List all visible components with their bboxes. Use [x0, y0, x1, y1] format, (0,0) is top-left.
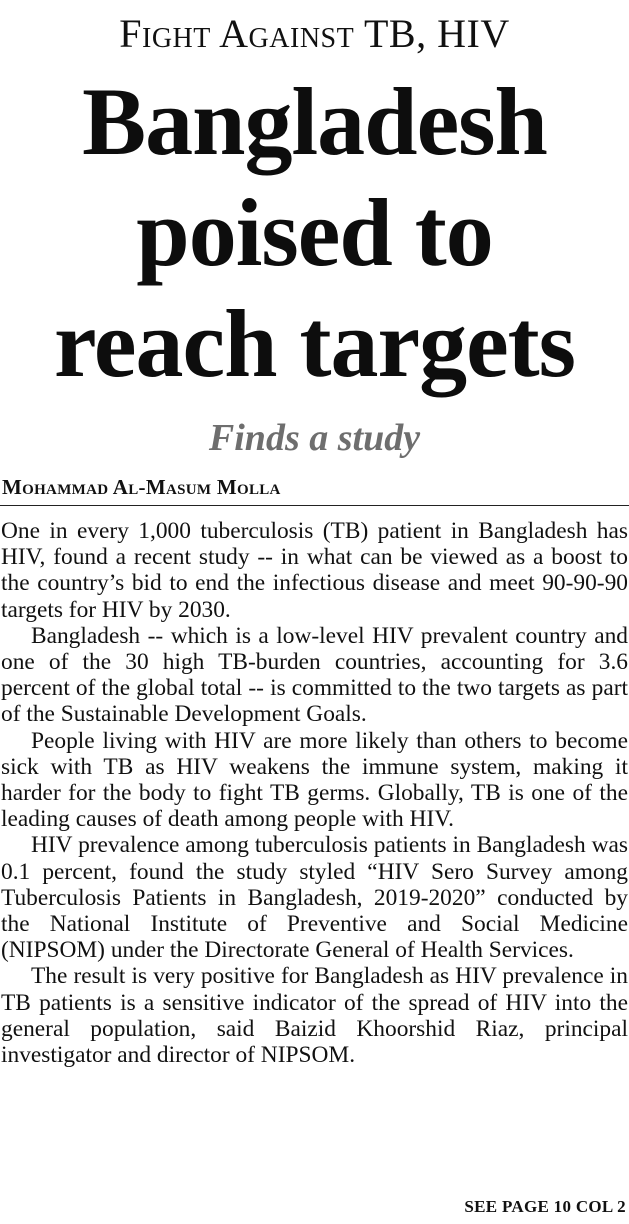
body-paragraph-3: People living with HIV are more likely than others to become sick with TB as HIV weakens the immune system, making it harder for the body to fight TB germs. Globally, TB is one of the leading causes of death among people with HIV.	[1, 727, 628, 833]
article-body	[1, 518, 628, 1068]
article-byline: Mohammad Al-Masum Molla	[2, 475, 281, 499]
byline-divider	[0, 505, 629, 506]
continuation-note: SEE PAGE 10 COL 2	[464, 1197, 626, 1216]
article-subhead: Finds a study	[208, 417, 421, 459]
headline-line-3: reach targets	[54, 290, 575, 397]
body-paragraph-4: HIV prevalence among tuberculosis patients in Bangladesh was 0.1 percent, found the study styled “HIV Sero Survey among Tuberculosis Patients in Bangladesh, 2019-2020” conducted by the National Institute of Preventive and Social Medicine (NIPSOM) under the Directorate General of Health Services.	[1, 832, 628, 964]
article-kicker: Fight Against TB, HIV	[119, 11, 510, 56]
body-paragraph-5: The result is very positive for Bangladesh as HIV prevalence in TB patients is a sensitive indicator of the spread of HIV into the general population, said Baizid Khoorshid Riaz, principal investigator and director of NIPSOM.	[1, 963, 628, 1069]
body-paragraph-2: Bangladesh -- which is a low-level HIV prevalent country and one of the 30 high TB-burden countries, accounting for 3.6 percent of the global total -- is committed to the two targets as part of the Sustainable Development Goals.	[1, 622, 628, 728]
headline-line-1: Bangladesh	[82, 68, 547, 175]
article-headline	[0, 66, 629, 399]
body-paragraph-1: One in every 1,000 tuberculosis (TB) patient in Bangladesh has HIV, found a recent study -- in what can be viewed as a boost to the country’s bid to end the infectious disease and meet 90-90-90 targets for HIV by 2030.	[1, 518, 628, 623]
headline-line-2: poised to	[136, 179, 493, 286]
